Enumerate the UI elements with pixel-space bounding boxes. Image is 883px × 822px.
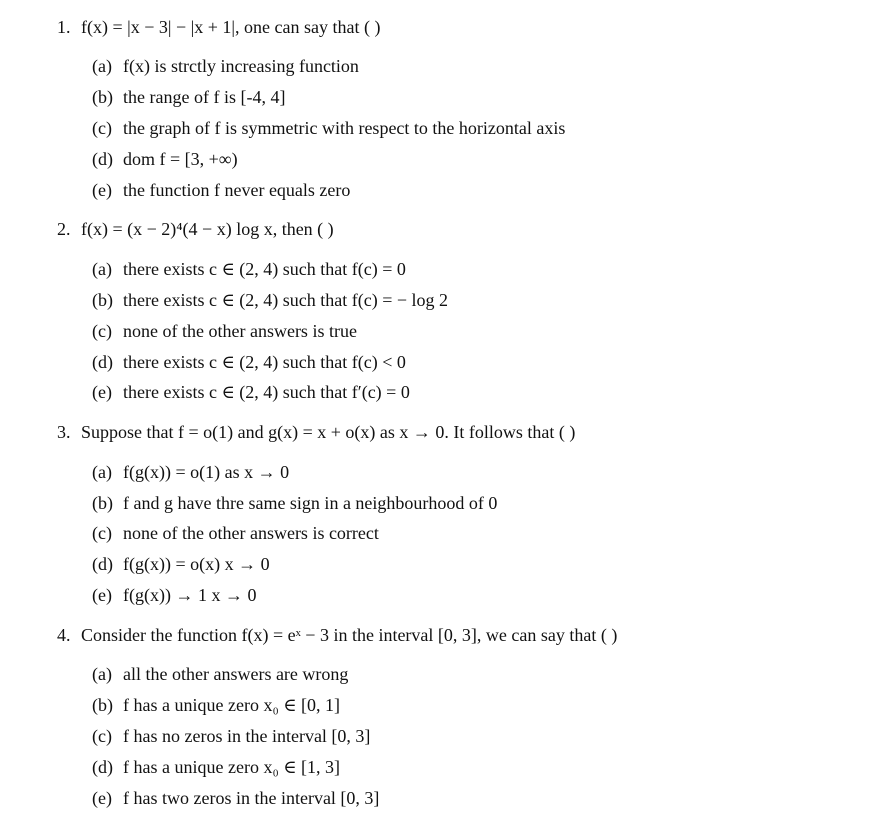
option-label: (e) [92, 180, 112, 200]
option-text: there exists c ∈ (2, 4) such that f(c) = − log 2 [123, 290, 449, 310]
question-3 [57, 421, 575, 443]
question-stem: f(x) = (x − 2)⁴(4 − x) log x, then ( ) [81, 219, 334, 239]
question-stem: Suppose that f = o(1) and g(x) = x + o(x) as x → 0. It follows that ( ) [81, 422, 576, 442]
question-stem: Consider the function f(x) = eˣ − 3 in the interval [0, 3], we can say that ( ) [81, 625, 618, 645]
option-text: the function f never equals zero [123, 180, 351, 200]
option-label: (d) [92, 352, 113, 372]
option-label: (d) [92, 554, 113, 574]
option-label: (c) [92, 726, 112, 746]
option-1e [92, 179, 350, 201]
option-label: (b) [92, 493, 113, 513]
option-text: f has no zeros in the interval [0, 3] [123, 726, 371, 746]
option-3a [92, 461, 289, 483]
option-label: (e) [92, 382, 112, 402]
question-number: 2. [57, 219, 71, 239]
option-label: (d) [92, 149, 113, 169]
option-2d [92, 351, 406, 373]
option-text: f(g(x)) → 1 x → 0 [123, 585, 257, 605]
option-text: none of the other answers is correct [123, 523, 379, 543]
option-4b [92, 694, 340, 716]
option-1a [92, 55, 359, 77]
option-text: f has a unique zero x₀ ∈ [0, 1] [123, 695, 341, 715]
option-4c [92, 725, 370, 747]
option-2b [92, 289, 448, 311]
option-label: (a) [92, 56, 112, 76]
question-1 [57, 16, 380, 38]
option-4e [92, 787, 379, 809]
option-label: (c) [92, 118, 112, 138]
option-3d [92, 553, 270, 575]
question-2 [57, 218, 334, 240]
option-label: (e) [92, 788, 112, 808]
option-text: f and g have thre same sign in a neighbourhood of 0 [123, 493, 498, 513]
option-label: (b) [92, 87, 113, 107]
question-4 [57, 624, 617, 646]
option-label: (d) [92, 757, 113, 777]
option-label: (a) [92, 664, 112, 684]
option-2a [92, 258, 406, 280]
option-text: there exists c ∈ (2, 4) such that f′(c) = 0 [123, 382, 410, 402]
option-label: (b) [92, 695, 113, 715]
option-text: there exists c ∈ (2, 4) such that f(c) < 0 [123, 352, 406, 372]
question-number: 4. [57, 625, 71, 645]
option-1b [92, 86, 285, 108]
option-3e [92, 584, 256, 606]
option-1d [92, 148, 238, 170]
option-text: dom f = [3, +∞) [123, 149, 238, 169]
option-4d [92, 756, 340, 778]
option-label: (c) [92, 321, 112, 341]
option-text: all the other answers are wrong [123, 664, 349, 684]
option-4a [92, 663, 348, 685]
option-text: the range of f is [-4, 4] [123, 87, 286, 107]
option-text: there exists c ∈ (2, 4) such that f(c) = 0 [123, 259, 406, 279]
option-3b [92, 492, 497, 514]
question-number: 1. [57, 17, 71, 37]
option-label: (a) [92, 259, 112, 279]
option-text: f has a unique zero x₀ ∈ [1, 3] [123, 757, 341, 777]
option-label: (e) [92, 585, 112, 605]
option-text: f(g(x)) = o(1) as x → 0 [123, 462, 290, 482]
question-stem: f(x) = |x − 3| − |x + 1|, one can say that ( ) [81, 17, 381, 37]
option-label: (a) [92, 462, 112, 482]
option-3c [92, 522, 379, 544]
option-text: f(g(x)) = o(x) x → 0 [123, 554, 270, 574]
option-2e [92, 381, 410, 403]
option-label: (b) [92, 290, 113, 310]
option-text: f(x) is strctly increasing function [123, 56, 359, 76]
option-text: none of the other answers is true [123, 321, 357, 341]
option-2c [92, 320, 357, 342]
question-number: 3. [57, 422, 71, 442]
option-label: (c) [92, 523, 112, 543]
option-1c [92, 117, 565, 139]
option-text: the graph of f is symmetric with respect to the horizontal axis [123, 118, 566, 138]
option-text: f has two zeros in the interval [0, 3] [123, 788, 380, 808]
